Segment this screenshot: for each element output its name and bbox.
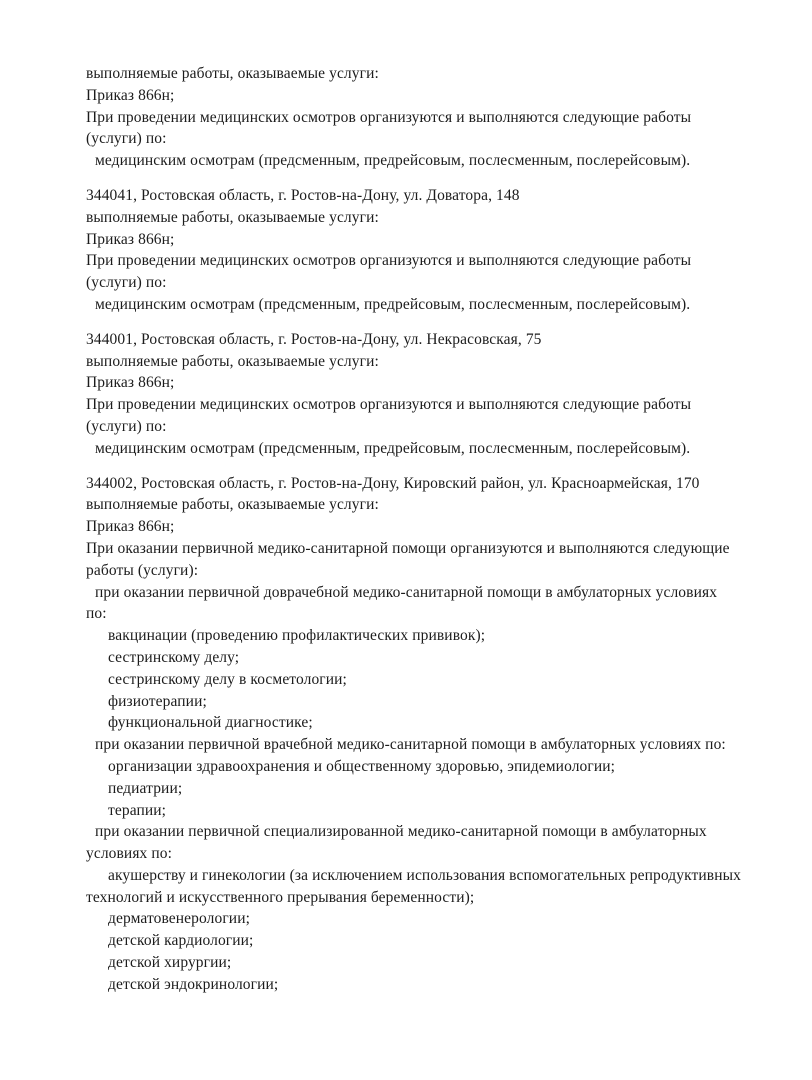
text-line: При проведении медицинских осмотров организуются и выполняются следующие работы [86,396,692,414]
text-line: Приказ 866н; [86,518,175,536]
address-line: 344001, Ростовская область, г. Ростов-на-Дону, ул. Некрасовская, 75 [86,330,542,348]
text-line: медицинским осмотрам (предсменным, предрейсовым, послесменным, послерейсовым). [95,152,691,170]
text-line: При оказании первичной медико-санитарной помощи организуются и выполняются следующие [86,539,730,557]
text-line: медицинским осмотрам (предсменным, предрейсовым, послесменным, послерейсовым). [95,439,691,457]
license-block [86,473,772,996]
text-line: дерматовенерологии; [108,910,250,928]
text-line: выполняемые работы, оказываемые услуги: [86,65,379,82]
text-line: при оказании первичной врачебной медико-санитарной помощи в амбулаторных условиях по: [95,736,726,754]
text-line: организации здравоохранения и общественному здоровью, эпидемиологии; [108,757,616,775]
text-line: при оказании первичной специализированной медико-санитарной помощи в амбулаторных [95,823,707,841]
text-line: по: [86,605,107,623]
text-line: при оказании первичной доврачебной медико-санитарной помощи в амбулаторных условиях [95,583,718,601]
text-line: функциональной диагностике; [108,714,313,732]
text-line: (услуги) по: [86,417,167,435]
text-line: Приказ 866н; [86,86,175,104]
text-line: технологий и искусственного прерывания беременности); [86,888,475,906]
text-line: вакцинации (проведению профилактических прививок); [108,627,486,645]
text-line: выполняемые работы, оказываемые услуги: [86,496,379,514]
license-block [86,329,772,460]
text-line: акушерству и гинекологии (за исключением использования вспомогательных репродуктивных [108,866,741,884]
text-line: При проведении медицинских осмотров организуются и выполняются следующие работы [86,252,692,270]
license-block [86,63,772,172]
text-line: работы (услуги): [86,561,199,579]
text-line: выполняемые работы, оказываемые услуги: [86,352,379,370]
text-line: Приказ 866н; [86,374,175,392]
text-line: детской хирургии; [108,954,232,972]
text-line: детской эндокринологии; [108,975,279,993]
text-line: сестринскому делу в косметологии; [108,670,347,688]
text-line: медицинским осмотрам (предсменным, предрейсовым, послесменным, послерейсовым). [95,295,691,313]
license-block [86,185,772,316]
address-line: 344002, Ростовская область, г. Ростов-на-Дону, Кировский район, ул. Красноармейская, 170 [86,474,700,492]
text-line: детской кардиологии; [108,932,254,950]
text-line: (услуги) по: [86,274,167,292]
text-line: При проведении медицинских осмотров организуются и выполняются следующие работы [86,108,692,126]
text-line: (услуги) по: [86,130,167,148]
text-line: педиатрии; [108,779,183,797]
address-line: 344041, Ростовская область, г. Ростов-на-Дону, ул. Доватора, 148 [86,186,520,204]
text-line: выполняемые работы, оказываемые услуги: [86,208,379,226]
text-line: сестринскому делу; [108,648,240,666]
text-line: Приказ 866н; [86,230,175,248]
text-line: физиотерапии; [108,692,207,710]
text-line: условиях по: [86,845,173,863]
text-line: терапии; [108,801,167,819]
